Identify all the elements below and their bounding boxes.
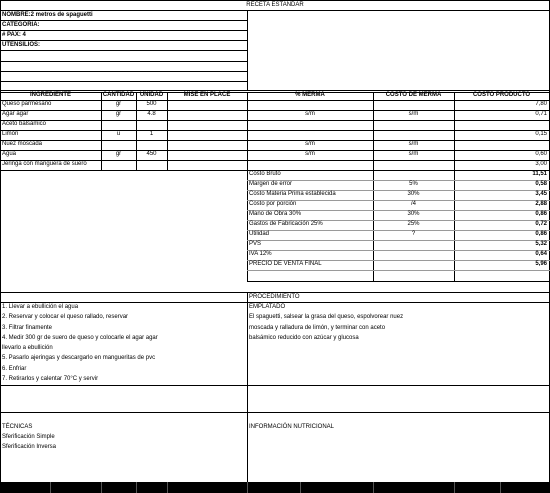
emplatado-line: moscada y ralladura de limón, y terminar con aceto [249, 325, 386, 331]
cost-label: Costo Materia Prima establecida [249, 191, 336, 197]
ingredient-name: Aceto balsámico [2, 121, 47, 127]
ingredient-costo: 0,15 [535, 131, 547, 137]
ingredient-unidad: 450 [146, 151, 157, 157]
ingredient-unidad: 1 [149, 131, 154, 137]
ingredient-merma: s/m [305, 151, 315, 157]
emplatado-line: El spaguetti, salsear la grasa del queso, espolvorear nuez [249, 314, 404, 320]
footer-strip [0, 482, 550, 493]
cost-pct: 30% [407, 211, 420, 217]
tecnica-item: Sferificación Inversa [2, 444, 57, 450]
cost-pct: 25% [407, 221, 420, 227]
procedure-step: 1. Llevar a ebullición el agua [2, 304, 79, 310]
ingredient-name: Jeringa con manguera de suero [2, 161, 87, 167]
recipe-pax: # PAX: 4 [2, 32, 26, 38]
ingredient-unidad: 4.8 [147, 111, 156, 117]
header-ingrediente: INGREDIENTE [29, 92, 71, 98]
ingredient-costo: 0,60 [535, 151, 547, 157]
cost-label: Utilidad [249, 231, 270, 237]
emplatado-line: balsámico reducido con azúcar y glucosa [249, 335, 359, 341]
recipe-title: RECETA ESTANDAR [246, 2, 304, 8]
cost-pct: 5% [409, 181, 418, 187]
ingredient-costo-merma: s/m [408, 151, 419, 157]
cost-label: IVA 12% [249, 251, 272, 257]
procedure-step: 2. Reservar y colocar el queso rallado, reservar [2, 314, 129, 320]
cost-value: 11,51 [532, 171, 547, 177]
procedure-step: llevarlo a ebullición [2, 345, 53, 351]
nutricional-title: INFORMACIÓN NUTRICIONAL [249, 424, 335, 430]
ingredient-cantidad: gr [115, 101, 122, 107]
cost-label: Costo por porción [249, 201, 297, 207]
cost-pct: ? [411, 231, 416, 237]
cost-label: PVS [249, 241, 262, 247]
ingredient-cantidad: gr [115, 151, 122, 157]
ingredient-cantidad: u [116, 131, 121, 137]
cost-label: Gastos de Fabricación 25% [249, 221, 323, 227]
cost-value: 0,86 [535, 231, 547, 237]
cost-pct: /4 [410, 201, 416, 207]
cost-pct: 30% [407, 191, 420, 197]
header-mise-en-place: MISE EN PLACE [183, 92, 231, 98]
cost-value: 5,96 [535, 261, 547, 267]
ingredient-name: Agar agar [2, 111, 29, 117]
header-merma: % MERMA [295, 92, 325, 98]
cost-value: 3,45 [535, 191, 547, 197]
procedure-step: 6. Enfriar [2, 366, 27, 372]
cost-value: 2,88 [535, 201, 547, 207]
ingredient-costo-merma: s/m [408, 141, 419, 147]
ingredient-merma: s/m [305, 141, 315, 147]
ingredient-merma: s/m [305, 111, 315, 117]
ingredient-costo: 3,00 [535, 161, 547, 167]
ingredient-costo-merma: s/m [408, 111, 419, 117]
cost-value: 0,64 [535, 251, 547, 257]
header-unidad: UNIDAD [139, 92, 164, 98]
ingredient-unidad: 500 [146, 101, 157, 107]
recipe-name: NOMBRE:2 metros de spaguetti [2, 12, 93, 18]
header-cantidad: CANTIDAD [102, 92, 135, 98]
ingredient-name: Limón [2, 131, 19, 137]
procedure-step: 4. Medir 300 gr de suero de queso y colocarle el agar agar [2, 335, 158, 341]
recipe-utensils: UTENSILIOS: [2, 42, 41, 48]
ingredient-cantidad: gr [115, 111, 122, 117]
procedure-title: PROCEDIMIENTO [249, 294, 300, 300]
cost-label: Costo Bruto [249, 171, 281, 177]
ingredient-costo: 0,71 [535, 111, 547, 117]
cost-value: 0,86 [535, 211, 547, 217]
cost-value: 5,32 [535, 241, 547, 247]
procedure-step: 3. Filtrar finamente [2, 325, 53, 331]
tecnica-item: Sferificación Simple [2, 434, 55, 440]
procedure-step: 7. Retirarlos y calentar 70°C y servir [2, 376, 99, 382]
ingredient-costo: 7,80 [535, 101, 547, 107]
cost-label: PRECIO DE VENTA FINAL [249, 261, 322, 267]
cost-label: Mano de Obra 30% [249, 211, 302, 217]
procedure-step: 5. Pasarlo ajeringas y descargarlo en mangueritas de pvc [2, 355, 156, 361]
tecnicas-title: TÉCNICAS [2, 424, 33, 430]
ingredient-name: Nuez moscada [2, 141, 43, 147]
cost-label: Margen de error [249, 181, 293, 187]
header-costo-merma: COSTO DE MERMA [385, 92, 442, 98]
recipe-category: CATEGORIA: [2, 22, 40, 28]
emplatado-title: EMPLATADO [249, 304, 286, 310]
cost-value: 0,72 [535, 221, 547, 227]
ingredient-name: Queso parmesano [2, 101, 52, 107]
ingredient-name: Agua [2, 151, 17, 157]
cost-value: 0,58 [535, 181, 547, 187]
header-costo-producto: COSTO PRODUCTO [472, 92, 531, 98]
